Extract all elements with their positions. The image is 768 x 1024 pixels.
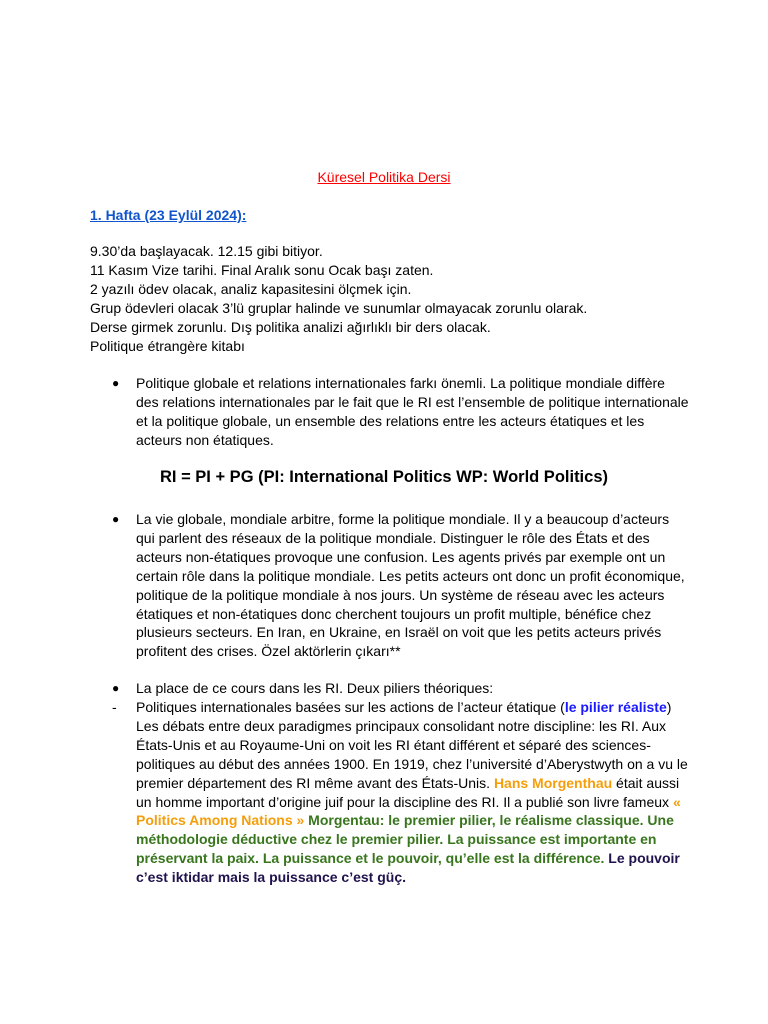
highlight-book-title: « Politics Among Nations » xyxy=(136,793,681,829)
bullet-text: La vie globale, mondiale arbitre, forme la politique mondiale. Il y a beaucoup d’acteurs qui parlent des réseaux de la politique mondiale. Distinguer le rôle des États et des acteurs non-étatiques provoque une confusion. Les agents privés par exemple ont un certain rôle dans la politique mondiale. Les petits acteurs ont donc un profit économique, politique de la politique mondiale à nos jours. Un système de réseau avec les acteurs étatiques et non-étatiques donc cherchent toujours un profit multiple, bénéfice chez plusieurs secteurs. En Iran, en Ukraine, en Israël on voit que les petits acteurs privés profitent des crises. Özel aktörlerin çıkarı** xyxy=(136,511,685,660)
dash-item-realist-pillar xyxy=(90,698,690,887)
highlight-realist-pillar: le pilier réaliste xyxy=(564,699,667,715)
bullet-item-course-place xyxy=(90,679,690,698)
bullet-icon: ● xyxy=(112,681,120,695)
bullet-text: Politique globale et relations internationales farkı önemli. La politique mondiale diffère des relations internationales par le fait que le RI est l’ensemble de politique internationale et la politique globale, un ensemble des relations entre les acteurs étatiques et les acteurs non étatiques. xyxy=(136,375,689,448)
intro-line: Politique étrangère kitabı xyxy=(90,337,245,354)
document-title: Küresel Politika Dersi xyxy=(317,169,451,185)
bullet-text: La place de ce cours dans les RI. Deux piliers théoriques: xyxy=(136,680,494,696)
intro-line: 11 Kasım Vize tarihi. Final Aralık sonu Ocak başı zaten. xyxy=(90,261,434,278)
bullet-icon: ● xyxy=(112,376,120,390)
dash-item-text xyxy=(136,698,690,887)
intro-line: 2 yazılı ödev olacak, analiz kapasitesini ölçmek için. xyxy=(90,280,412,297)
intro-line: Derse girmek zorunlu. Dış politika analizi ağırlıklı bir ders olacak. xyxy=(90,318,491,335)
dash-text-part: ) Les débats entre deux paradigmes principaux consolidant notre discipline: les RI. Aux États-Unis et au Royaume-Uni on voit les RI étant différent et séparé des sciences-politiques au début des années 1900. En 1919, chez l’université d’Aberystwyth on a vu le premier département des RI même avant des États-Unis. xyxy=(136,699,688,791)
dash-text-part: Politiques internationales basées sur les actions de l’acteur étatique ( xyxy=(136,699,565,715)
bullet-item-global-politics xyxy=(90,374,690,450)
highlight-morgenthau: Hans Morgenthau xyxy=(493,774,613,791)
intro-line: 9.30’da başlayacak. 12.15 gibi bitiyor. xyxy=(90,243,323,259)
bullet-item-global-life xyxy=(90,510,690,661)
bullet-icon: ● xyxy=(112,512,120,526)
intro-line: Grup ödevleri olacak 3’lü gruplar halinde ve sunumlar olmayacak zorunlu olarak. xyxy=(90,299,588,316)
highlight-power-definition: Le pouvoir c’est iktidar mais la puissance c’est güç. xyxy=(136,850,680,886)
week-heading: 1. Hafta (23 Eylül 2024): xyxy=(90,207,247,223)
formula-heading: RI = PI + PG (PI: International Politics WP: World Politics) xyxy=(159,468,608,486)
dash-marker: - xyxy=(112,699,117,715)
highlight-classical-realism: Morgentau: le premier pilier, le réalisme classique. Une méthodologie déductive chez le premier pilier. La puissance est importante en préservant la paix. La puissance et le pouvoir, qu’elle est la différence. xyxy=(136,812,674,867)
intro-notes xyxy=(90,242,690,355)
dash-text-part: était aussi un homme important d’origine juif pour la discipline des RI. Il a publié son livre fameux xyxy=(136,774,680,810)
